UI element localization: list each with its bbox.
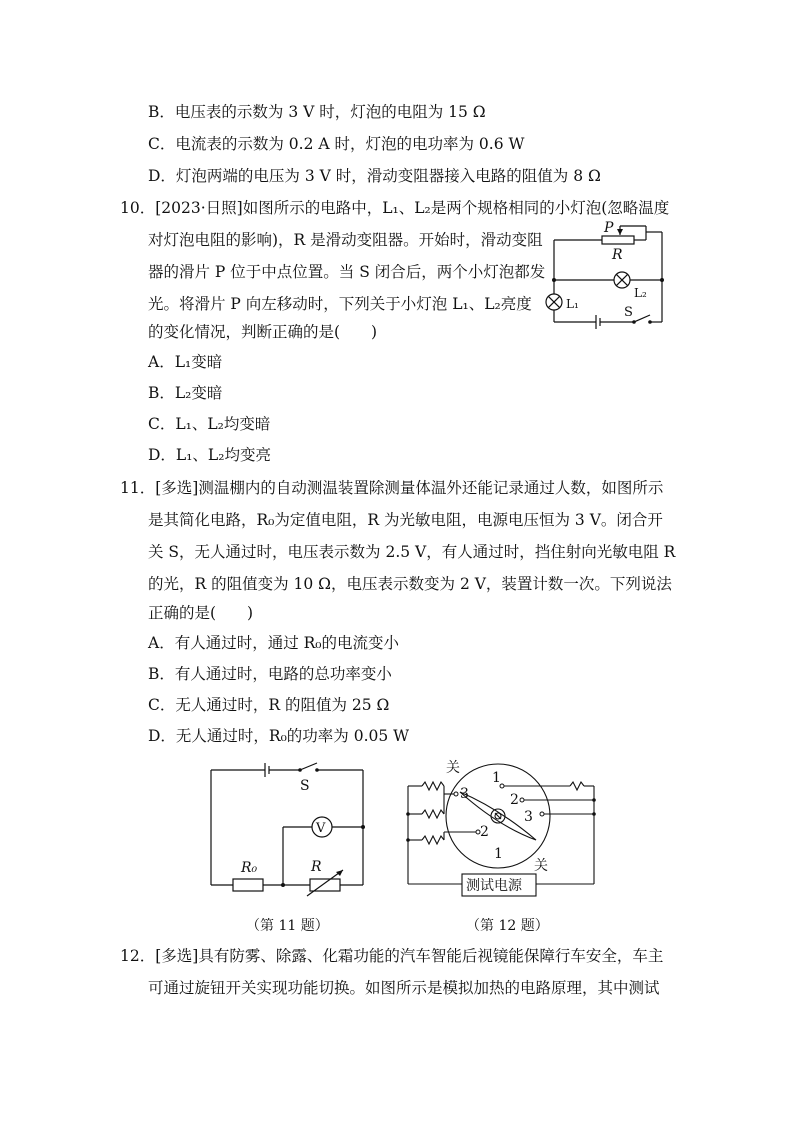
q12-figure-caption: （第 12 题） — [466, 918, 549, 934]
q10-option-d: D．L₁、L₂均变亮 — [148, 446, 271, 464]
q10-option-a: A．L₁变暗 — [148, 353, 223, 371]
q10-option-c: C．L₁、L₂均变暗 — [148, 415, 271, 433]
q10-stem-line-5: 的变化情况，判断正确的是( ) — [148, 323, 378, 341]
q9-option-c: C．电流表的示数为 0.2 A 时，灯泡的电功率为 0.6 W — [148, 135, 525, 153]
q9-option-d: D．灯泡两端的电压为 3 V 时，滑动变阻器接入电路的阻值为 8 Ω — [148, 167, 601, 185]
resistor-r0 — [233, 879, 263, 891]
label-s: S — [624, 305, 633, 320]
label-s: S — [300, 778, 310, 794]
q12-stem-line-2: 可通过旋钮开关实现功能切换。如图所示是模拟加热的电路原理，其中测试 — [148, 979, 660, 997]
q9-option-b: B．电压表的示数为 3 V 时，灯泡的电阻为 15 Ω — [148, 103, 486, 121]
left-heater-mid — [422, 810, 444, 818]
q11-circuit-diagram — [205, 760, 375, 895]
q11-option-b: B．有人通过时，电路的总功率变小 — [148, 665, 392, 683]
photoresistor-r — [310, 879, 340, 891]
label-guan-bottom: 关 — [534, 858, 548, 874]
label-r0: R₀ — [241, 860, 258, 876]
label-l1: L₁ — [566, 297, 579, 311]
q11-stem-line-2: 是其简化电路，R₀为定值电阻，R 为光敏电阻，电源电压恒为 3 V。闭合开 — [148, 511, 663, 529]
q10-option-b: B．L₂变暗 — [148, 384, 223, 402]
contact-label-1-bottom: 1 — [494, 846, 503, 862]
q10-stem-line-3: 器的滑片 P 位于中点位置。当 S 闭合后，两个小灯泡都发 — [148, 263, 546, 281]
label-r: R — [311, 859, 322, 875]
label-r: R — [612, 247, 623, 263]
label-p: P — [604, 220, 614, 236]
left-heater-bottom — [422, 836, 444, 844]
right-heater-top — [570, 782, 584, 790]
q11-stem-line-1: 11．[多选]测温棚内的自动测温装置除测量体温外还能记录通过人数，如图所示 — [120, 479, 664, 497]
q11-figure-caption: （第 11 题） — [246, 918, 329, 934]
q12-circuit-diagram — [402, 758, 602, 903]
q12-stem-line-1: 12．[多选]具有防雾、除露、化霜功能的汽车智能后视镜能保障行车安全，车主 — [120, 947, 664, 965]
contact-label-1-top: 1 — [492, 770, 501, 786]
q11-option-d: D．无人通过时，R₀的功率为 0.05 W — [148, 727, 410, 745]
label-l2: L₂ — [634, 286, 647, 300]
left-heater-top — [422, 782, 444, 790]
contact-label-3-left: 3 — [460, 786, 469, 802]
q11-stem-line-3: 关 S，无人通过时，电压表示数为 2.5 V，有人通过时，挡住射向光敏电阻 R — [148, 543, 676, 561]
test-power-label: 测试电源 — [466, 878, 522, 894]
label-guan-top: 关 — [446, 760, 460, 776]
q10-stem-line-1: 10．[2023·日照]如图所示的电路中，L₁、L₂是两个规格相同的小灯泡(忽略温度 — [120, 199, 670, 217]
contact-label-3-right: 3 — [524, 809, 533, 825]
contact-label-2-left: 2 — [480, 824, 489, 840]
q11-option-c: C．无人通过时，R 的阻值为 25 Ω — [148, 696, 390, 714]
q10-stem-line-4: 光。将滑片 P 向左移动时，下列关于小灯泡 L₁、L₂亮度 — [148, 295, 532, 313]
q10-stem-line-2: 对灯泡电阻的影响)，R 是滑动变阻器。开始时，滑动变阻 — [148, 231, 543, 249]
rheostat-resistor — [602, 236, 634, 244]
contact-label-2-right: 2 — [510, 792, 519, 808]
q10-circuit-diagram — [538, 218, 678, 330]
q11-option-a: A．有人通过时，通过 R₀的电流变小 — [148, 634, 400, 652]
q11-stem-line-4: 的光，R 的阻值变为 10 Ω，电压表示数变为 2 V，装置计数一次。下列说法 — [148, 575, 672, 593]
q11-stem-line-5: 正确的是( ) — [148, 604, 254, 622]
label-v: V — [316, 821, 326, 836]
